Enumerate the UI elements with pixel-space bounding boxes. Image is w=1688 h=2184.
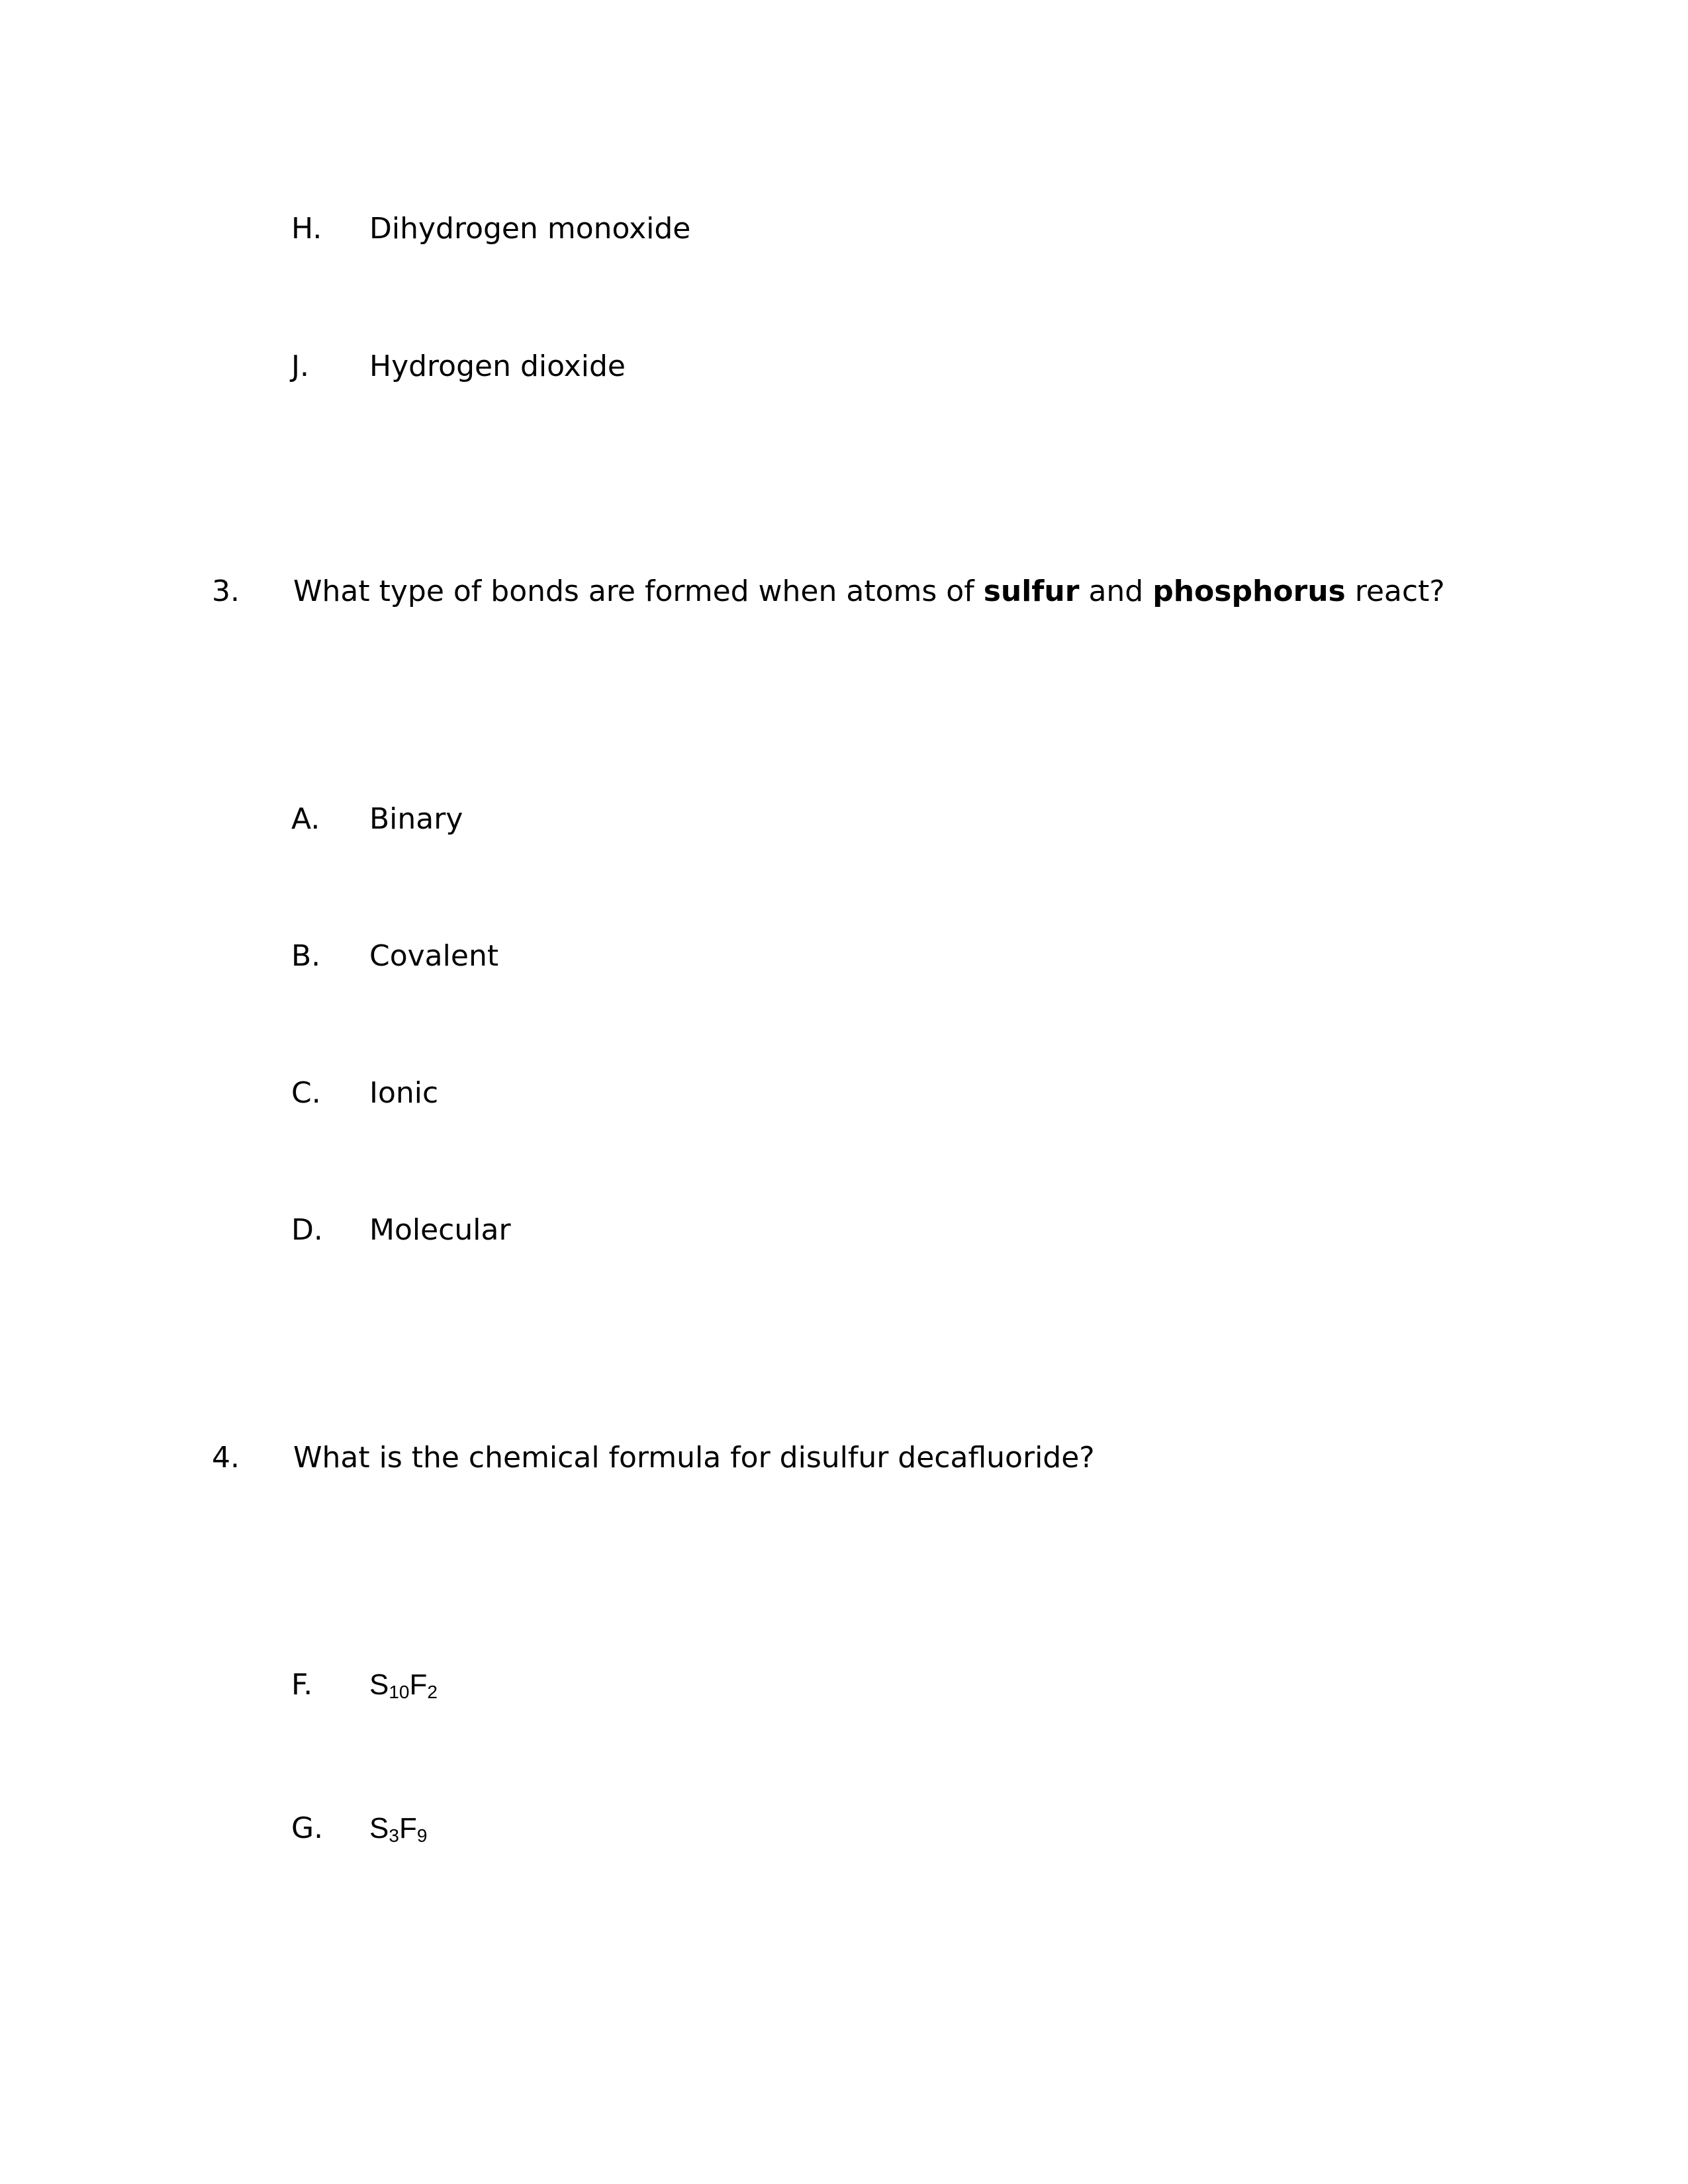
bold-term-phosphorus: phosphorus: [1152, 574, 1346, 608]
option-letter: F.: [291, 1668, 313, 1702]
subscript: 9: [416, 1825, 428, 1846]
option-text: Hydrogen dioxide: [369, 349, 626, 383]
option-letter: C.: [291, 1076, 321, 1110]
option-text: Molecular: [369, 1213, 511, 1247]
option-letter: J.: [291, 349, 309, 383]
option-text: Binary: [369, 802, 463, 836]
chemical-formula: [369, 1666, 438, 1707]
option-letter: G.: [291, 1811, 324, 1845]
question-number: 3.: [212, 574, 240, 608]
question-number: 4.: [212, 1441, 240, 1475]
option-text: Ionic: [369, 1076, 439, 1110]
option-letter: H.: [291, 212, 322, 246]
prompt-text: react?: [1345, 574, 1445, 608]
element-symbol: F: [409, 1668, 428, 1701]
subscript: 10: [389, 1682, 410, 1702]
question-prompt: [293, 573, 1445, 610]
option-text: Dihydrogen monoxide: [369, 212, 691, 246]
option-letter: A.: [291, 802, 320, 836]
element-symbol: F: [399, 1812, 417, 1844]
prompt-text: What type of bonds are formed when atoms of: [293, 574, 984, 608]
element-symbol: S: [369, 1812, 389, 1844]
option-letter: B.: [291, 939, 321, 973]
question-prompt: What is the chemical formula for disulfur decafluoride?: [293, 1441, 1095, 1475]
option-letter: D.: [291, 1213, 323, 1247]
option-text: Covalent: [369, 939, 499, 973]
subscript: 3: [389, 1825, 399, 1846]
element-symbol: S: [369, 1668, 389, 1701]
chemical-formula: [369, 1810, 427, 1850]
prompt-text: and: [1079, 574, 1153, 608]
subscript: 2: [427, 1682, 438, 1702]
bold-term-sulfur: sulfur: [983, 574, 1080, 608]
